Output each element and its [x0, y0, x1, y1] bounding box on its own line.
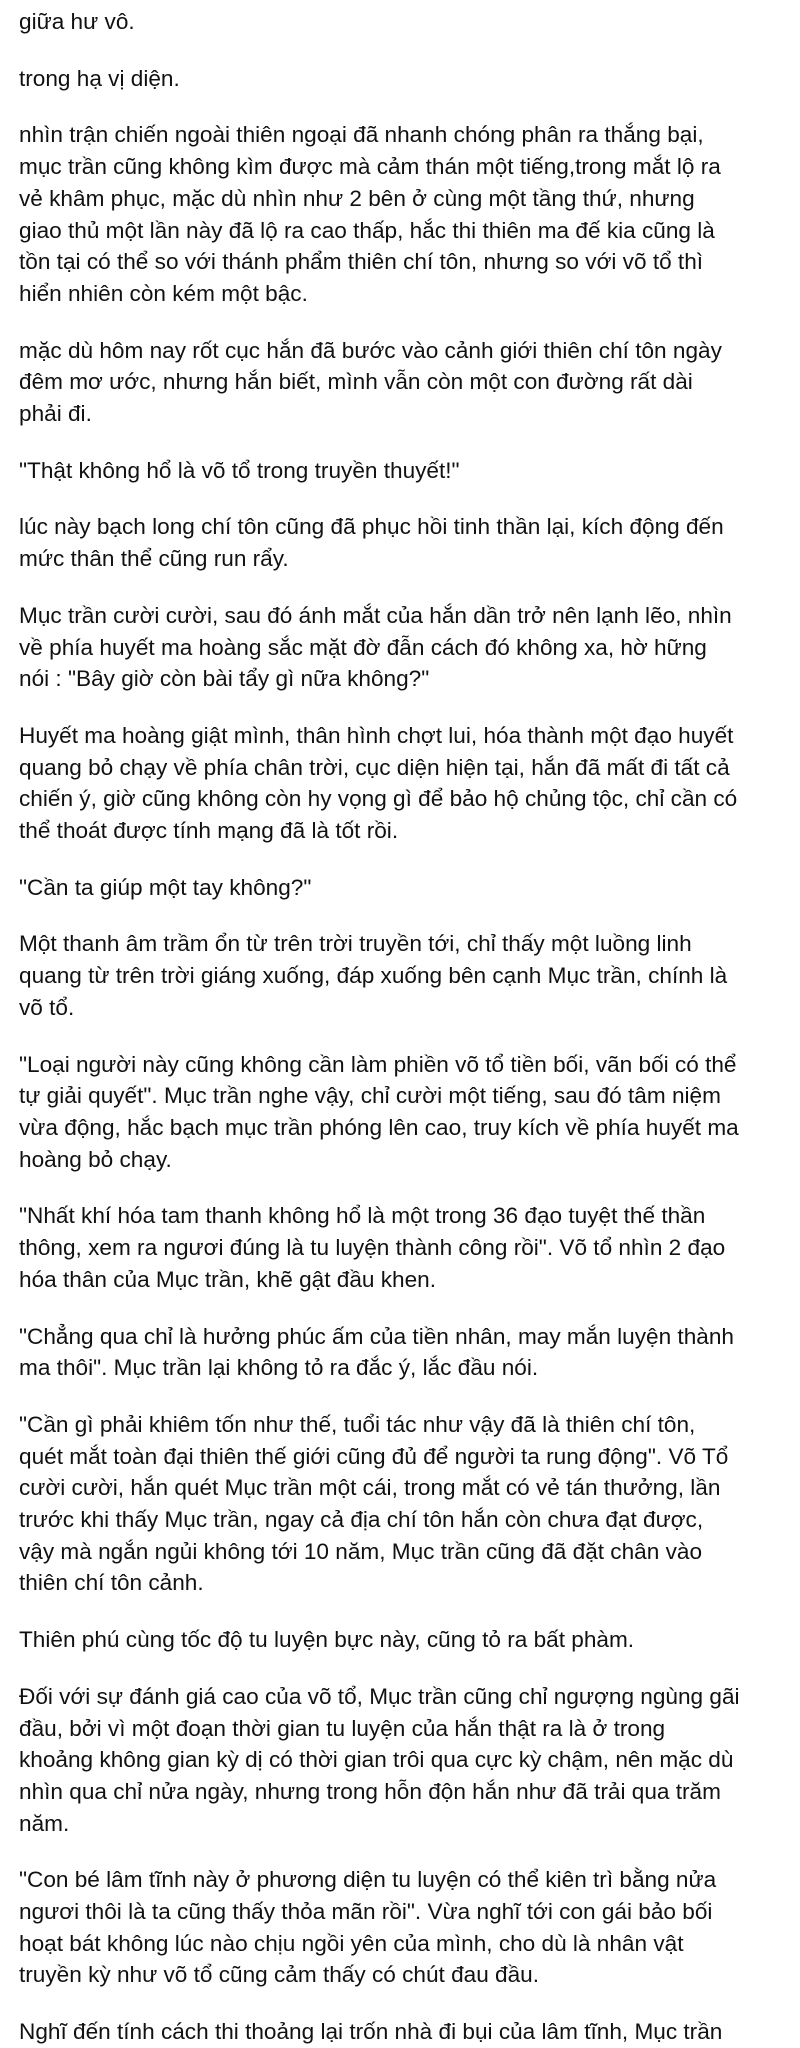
paragraph: "Loại người này cũng không cần làm phiền võ tổ tiền bối, vãn bối có thể tự giải quyết". Mục trần nghe vậy, chỉ cười một tiếng, sau đó tâm niệm vừa động, hắc bạch mục trần phóng lên cao, truy kích về phía huyết ma hoàng bỏ chạy. — [19, 1051, 739, 1172]
paragraph: "Cần ta giúp một tay không?" — [19, 874, 312, 900]
paragraph: Mục trần cười cười, sau đó ánh mắt của hắn dần trở nên lạnh lẽo, nhìn về phía huyết ma hoàng sắc mặt đờ đẫn cách đó không xa, hờ hững nói : "Bây giờ còn bài tẩy gì nữa không?" — [19, 602, 732, 692]
paragraph: Huyết ma hoàng giật mình, thân hình chợt lui, hóa thành một đạo huyết quang bỏ chạy về phía chân trời, cục diện hiện tại, hắn đã mất đi tất cả chiến ý, giờ cũng không còn hy vọng gì để bảo hộ chủng tộc, chỉ cần có thể thoát được tính mạng đã là tốt rồi. — [19, 722, 738, 844]
paragraph: lúc này bạch long chí tôn cũng đã phục hồi tinh thần lại, kích động đến mức thân thể cũng run rẩy. — [19, 514, 724, 572]
paragraph: Nghĩ đến tính cách thi thoảng lại trốn nhà đi bụi của lâm tĩnh, Mục trần — [19, 2019, 723, 2045]
paragraph: nhìn trận chiến ngoài thiên ngoại đã nhanh chóng phân ra thắng bại, mục trần cũng không kìm được mà cảm thán một tiếng,trong mắt lộ ra vẻ khâm phục, mặc dù nhìn như 2 bên ở cùng một tầng thứ, nhưng giao thủ một lần này đã lộ ra cao thấp, hắc thi thiên ma đế kia cũng là tồn tại có thể so với thánh phẩm thiên chí tôn, nhưng so với võ tổ thì hiển nhiên còn kém một bậc. — [19, 122, 721, 306]
paragraph: "Con bé lâm tĩnh này ở phương diện tu luyện có thể kiên trì bằng nửa ngươi thôi là ta cũng thấy thỏa mãn rồi". Vừa nghĩ tới con gái bảo bối hoạt bát không lúc nào chịu ngồi yên của mình, cho dù là nhân vật truyền kỳ như võ tổ cũng cảm thấy có chút đau đầu. — [19, 1867, 717, 1988]
paragraph: "Thật không hổ là võ tổ trong truyền thuyết!" — [19, 457, 460, 483]
paragraph: Thiên phú cùng tốc độ tu luyện bực này, cũng tỏ ra bất phàm. — [19, 1627, 635, 1653]
paragraph: "Nhất khí hóa tam thanh không hổ là một trong 36 đạo tuyệt thế thần thông, xem ra ngươi đúng là tu luyện thành công rồi". Võ tổ nhìn 2 đạo hóa thân của Mục trần, khẽ gật đầu khen. — [19, 1203, 726, 1292]
paragraph: "Chẳng qua chỉ là hưởng phúc ấm của tiền nhân, may mắn luyện thành ma thôi". Mục trần lại không tỏ ra đắc ý, lắc đầu nói. — [19, 1323, 734, 1381]
paragraph: giữa hư vô. — [19, 9, 135, 34]
paragraph: "Cần gì phải khiêm tốn như thế, tuổi tác như vậy đã là thiên chí tôn, quét mắt toàn đại thiên thế giới cũng đủ để người ta rung động". Võ Tổ cười cười, hắn quét Mục trần một cái, trong mắt có vẻ tán thưởng, lần trước khi thấy Mục trần, ngay cả địa chí tôn hắn còn chưa đạt được, vậy mà ngắn ngủi không tới 10 năm, Mục trần cũng đã đặt chân vào thiên chí tôn cảnh. — [19, 1411, 729, 1596]
paragraph: Một thanh âm trầm ổn từ trên trời truyền tới, chỉ thấy một luồng linh quang từ trên trời giáng xuống, đáp xuống bên cạnh Mục trần, chính là võ tổ. — [19, 931, 728, 1020]
paragraph: trong hạ vị diện. — [19, 65, 180, 91]
paragraph: mặc dù hôm nay rốt cục hắn đã bước vào cảnh giới thiên chí tôn ngày đêm mơ ước, nhưng hắn biết, mình vẫn còn một con đường rất dài phải đi. — [19, 337, 722, 427]
paragraph: Đối với sự đánh giá cao của võ tổ, Mục trần cũng chỉ ngượng ngùng gãi đầu, bởi vì một đoạn thời gian tu luyện của hắn thật ra là ở trong khoảng không gian kỳ dị có thời gian trôi qua cực kỳ chậm, nên mặc dù nhìn qua chỉ nửa ngày, nhưng trong hỗn độn hắn như đã trải qua trăm năm. — [19, 1683, 740, 1836]
